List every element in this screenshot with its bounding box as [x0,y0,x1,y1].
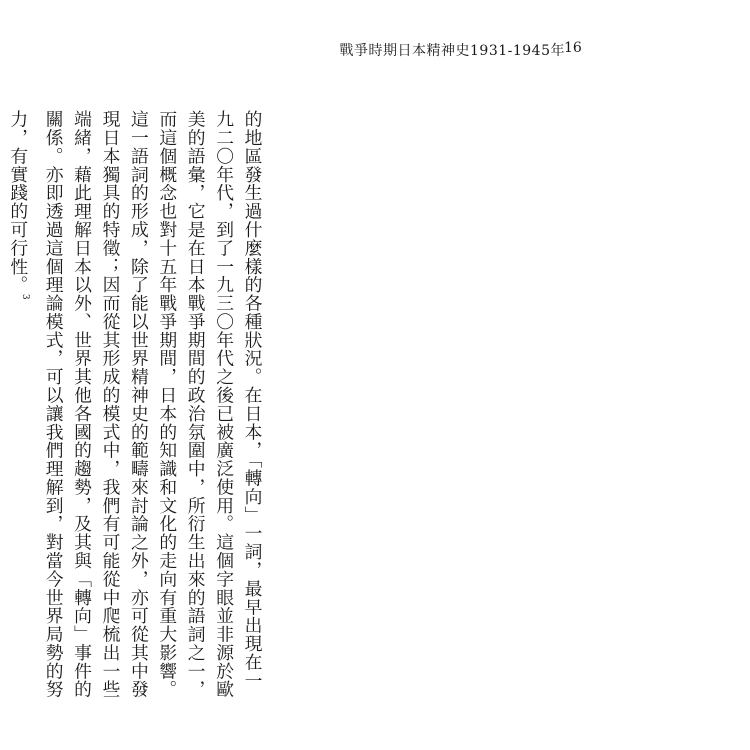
paragraph-text: 的地區發生過什麼樣的各種狀況。在日本，「轉向」一詞，最早出現在一九二〇年代，到了一九三〇年代之後已被廣泛使用。這個字眼並非源於歐美的語彙，它是在日本戰爭期間的政治氛圍中，所衍生出來的語詞之一，而這個概念也對十五年戰爭期間，日本的知識和文化的走向有重大影響。這一語詞的形成，除了能以世界精神史的範疇來討論之外，亦可從其中發現日本獨具的特徵；因而從其形成的模式中，我們有可能從中爬梳出一些端緒，藉此理解日本以外、世界其他各國的趨勢，及其與「轉向」事件的關係。亦即透過這個理論模式，可以讓我們理解到，對當今世界局勢的努力，有實踐的可行性。 [7,110,263,699]
page-number: 16 [564,40,582,56]
body-text [0,110,266,704]
paragraph [3,110,266,704]
paragraph [0,110,3,704]
footnote-marker: 3 [19,293,30,301]
running-head-title: 戰爭時期日本精神史1931-1945年 [339,43,565,59]
